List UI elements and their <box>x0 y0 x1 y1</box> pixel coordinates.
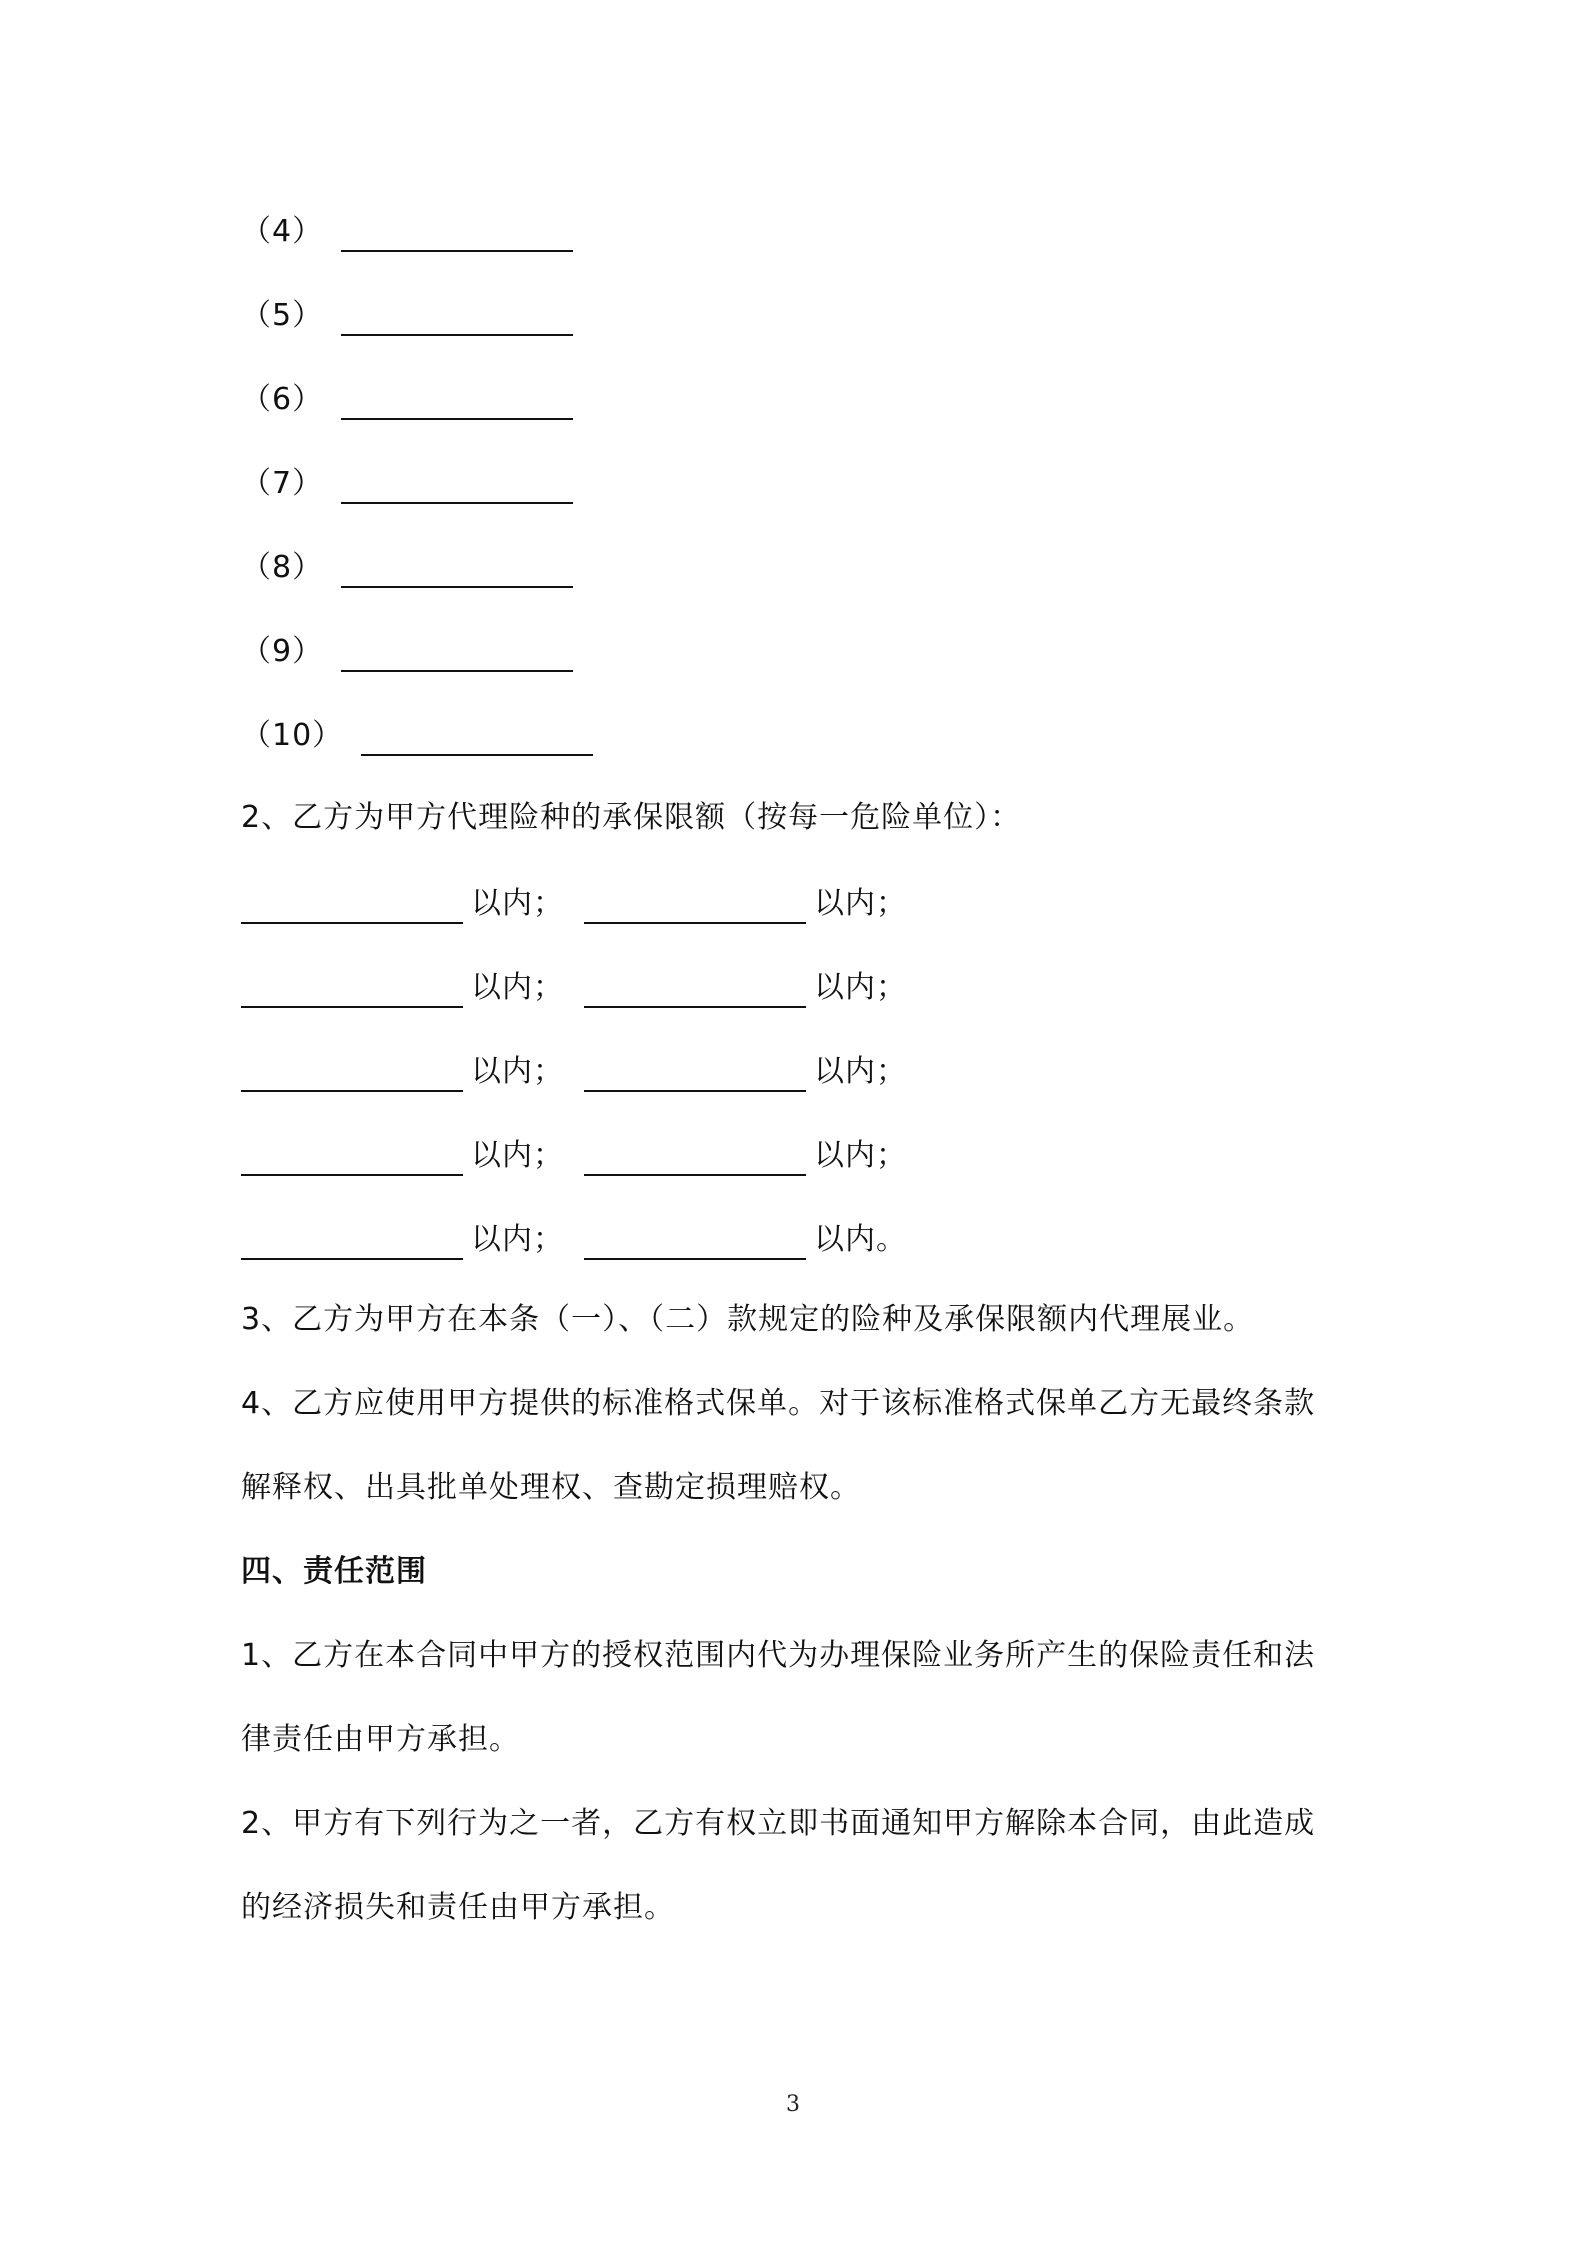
limit-blank[interactable] <box>584 1052 806 1092</box>
clause-4-line-2: 解释权、出具批单处理权、查勘定损理赔权。 <box>241 1470 861 1505</box>
limit-row <box>241 968 907 1008</box>
list-item <box>241 632 573 672</box>
clause-2: 2、乙方为甲方代理险种的承保限额（按每一危险单位）： <box>241 800 1022 835</box>
item-number: （7） <box>241 466 324 501</box>
limit-row <box>241 1136 907 1176</box>
limit-suffix: 以内； <box>471 1054 564 1089</box>
blank-field[interactable] <box>361 716 593 756</box>
item-number: （8） <box>241 550 324 585</box>
item-number: （9） <box>241 634 324 669</box>
limit-blank[interactable] <box>584 968 806 1008</box>
item-number: （4） <box>241 214 324 249</box>
limit-blank[interactable] <box>584 884 806 924</box>
list-item <box>241 548 573 588</box>
section-4-clause-1-line-2: 律责任由甲方承担。 <box>241 1722 520 1757</box>
limit-row <box>241 1052 907 1092</box>
blank-field[interactable] <box>341 212 573 252</box>
item-number: （5） <box>241 298 324 333</box>
limit-blank[interactable] <box>241 1220 463 1260</box>
list-item <box>241 212 573 252</box>
limit-suffix: 以内； <box>471 886 564 921</box>
limit-suffix: 以内； <box>471 1138 564 1173</box>
item-number: （6） <box>241 382 324 417</box>
limit-suffix: 以内； <box>471 1222 564 1257</box>
blank-field[interactable] <box>341 380 573 420</box>
limit-suffix: 以内； <box>814 1054 907 1089</box>
section-4-clause-1-line-1: 1、乙方在本合同中甲方的授权范围内代为办理保险业务所产生的保险责任和法 <box>241 1638 1316 1673</box>
limit-blank[interactable] <box>241 884 463 924</box>
blank-field[interactable] <box>341 632 573 672</box>
section-4-clause-2-line-2: 的经济损失和责任由甲方承担。 <box>241 1890 675 1925</box>
limit-suffix: 以内； <box>814 970 907 1005</box>
list-item <box>241 464 573 504</box>
limit-suffix: 以内； <box>814 1138 907 1173</box>
list-item <box>241 296 573 336</box>
limit-blank[interactable] <box>241 968 463 1008</box>
page-number: 3 <box>786 2092 800 2117</box>
section-4-clause-2-line-1: 2、甲方有下列行为之一者，乙方有权立即书面通知甲方解除本合同，由此造成 <box>241 1806 1316 1841</box>
clause-4-line-1: 4、乙方应使用甲方提供的标准格式保单。对于该标准格式保单乙方无最终条款 <box>241 1386 1316 1421</box>
limit-blank[interactable] <box>584 1220 806 1260</box>
clause-3: 3、乙方为甲方在本条（一）、（二）款规定的险种及承保限额内代理展业。 <box>241 1302 1255 1337</box>
list-item <box>241 716 593 756</box>
limit-row <box>241 884 907 924</box>
section-heading: 四、责任范围 <box>241 1554 427 1589</box>
limit-suffix: 以内； <box>471 970 564 1005</box>
limit-blank[interactable] <box>584 1136 806 1176</box>
blank-field[interactable] <box>341 296 573 336</box>
blank-field[interactable] <box>341 464 573 504</box>
limit-suffix: 以内。 <box>814 1222 907 1257</box>
list-item <box>241 380 573 420</box>
limit-blank[interactable] <box>241 1052 463 1092</box>
blank-field[interactable] <box>341 548 573 588</box>
limit-row <box>241 1220 907 1260</box>
item-number: （10） <box>241 718 344 753</box>
limit-blank[interactable] <box>241 1136 463 1176</box>
limit-suffix: 以内； <box>814 886 907 921</box>
